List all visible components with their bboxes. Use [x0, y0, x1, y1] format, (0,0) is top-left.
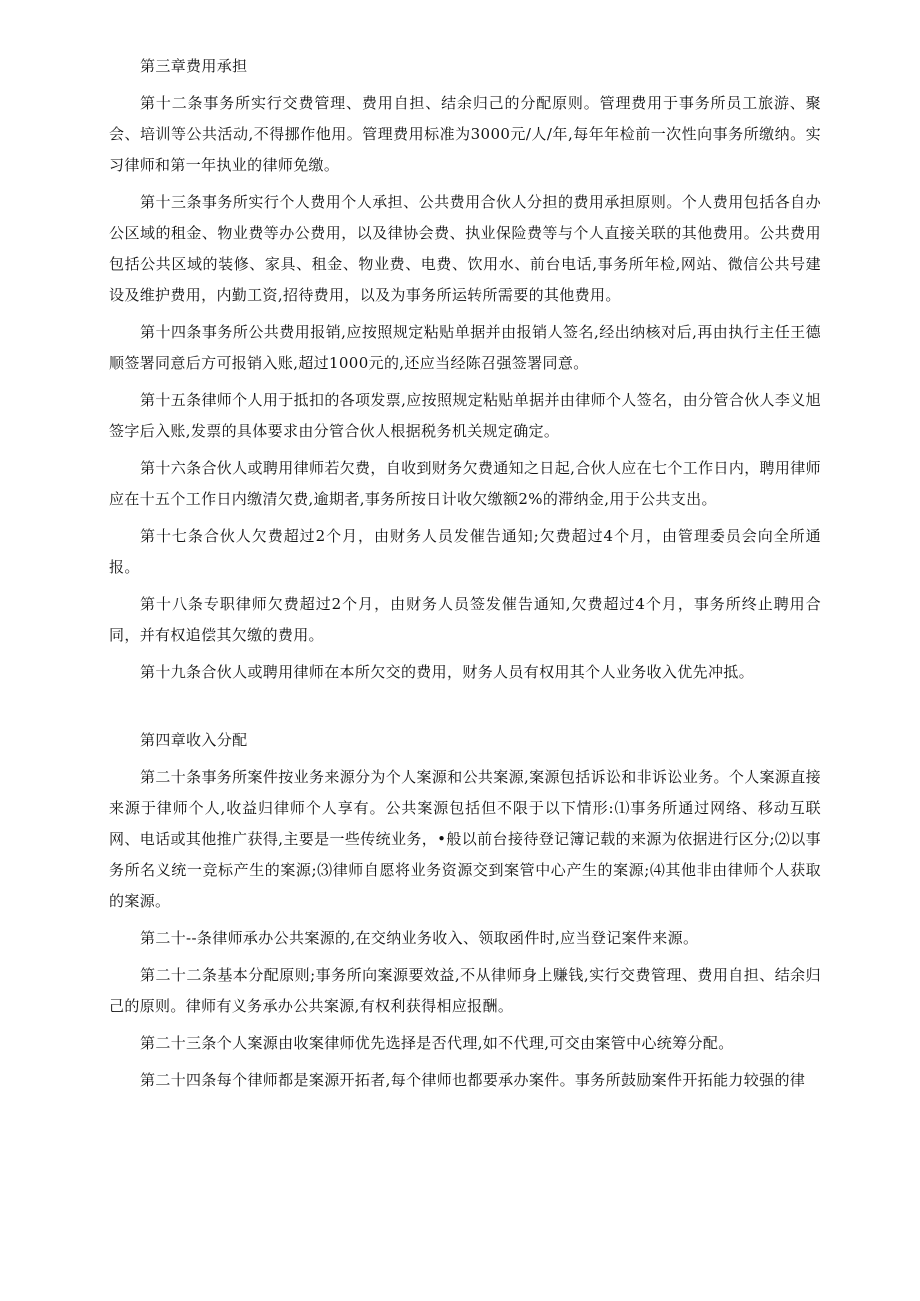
article-13: 第十三条事务所实行个人费用个人承担、公共费用合伙人分担的费用承担原则。个人费用包括各自办公区域的租金、物业费等办公费用，以及律协会费、执业保险费等与个人直接关联的其他费用。公共费用包括公共区域的装修、家具、租金、物业费、电费、饮用水、前台电话,事务所年检,网站、微信公共号建设及维护费用，内勤工资,招待费用，以及为事务所运转所需要的其他费用。	[109, 193, 821, 304]
article-18: 第十八条专职律师欠费超过2个月，由财务人员签发催告通知,欠费超过4个月，事务所终止聘用合同，并有权追偿其欠缴的费用。	[109, 595, 821, 644]
article-23: 第二十三条个人案源由收案律师优先选择是否代理,如不代理,可交由案管中心统筹分配。	[140, 1034, 734, 1052]
article-19: 第十九条合伙人或聘用律师在本所欠交的费用，财务人员有权用其个人业务收入优先冲抵。	[140, 663, 755, 681]
article-14: 第十四条事务所公共费用报销,应按照规定粘贴单据并由报销人签名,经出纳核对后,再由执行主任王德顺签署同意后方可报销入账,超过1000元的,还应当经陈召强签署同意。	[109, 323, 821, 372]
document-body	[109, 51, 821, 1102]
chapter-4-section	[109, 725, 821, 1096]
article-16: 第十六条合伙人或聘用律师若欠费，自收到财务欠费通知之日起,合伙人应在七个工作日内，聘用律师应在十五个工作日内缴清欠费,逾期者,事务所按日计收欠缴额2%的滞纳金,用于公共支出。	[109, 459, 821, 508]
article-20: 第二十条事务所案件按业务来源分为个人案源和公共案源,案源包括诉讼和非诉讼业务。个人案源直接来源于律师个人,收益归律师个人享有。公共案源包括但不限于以下情形:⑴事务所通过网络、移动互联网、电话或其他推广获得,主要是一些传统业务，•般以前台接待登记簿记载的来源为依据进行区分;⑵以事务所名义统一竞标产生的案源;⑶律师自愿将业务资源交到案管中心产生的案源;⑷其他非由律师个人获取的案源。	[109, 768, 821, 910]
article-22: 第二十二条基本分配原则;事务所向案源要效益,不从律师身上赚钱,实行交费管理、费用自担、结余归己的原则。律师有义务承办公共案源,有权利获得相应报酬。	[109, 966, 821, 1015]
chapter-3-section	[109, 51, 821, 688]
chapter-3-heading: 第三章费用承担	[140, 57, 248, 75]
article-24: 第二十四条每个律师都是案源开拓者,每个律师也都要承办案件。事务所鼓励案件开拓能力较强的律	[140, 1071, 806, 1089]
article-15: 第十五条律师个人用于抵扣的各项发票,应按照规定粘贴单据并由律师个人签名，由分管合伙人李义旭签字后入账,发票的具体要求由分管合伙人根据税务机关规定确定。	[109, 391, 821, 440]
article-12: 第十二条事务所实行交费管理、费用自担、结余归己的分配原则。管理费用于事务所员工旅游、聚会、培训等公共活动,不得挪作他用。管理费用标准为3000元/人/年,每年年检前一次性向事务所缴纳。实习律师和第一年执业的律师免缴。	[109, 94, 821, 174]
chapter-4-heading: 第四章收入分配	[140, 731, 248, 749]
section-spacer	[109, 694, 821, 725]
article-17: 第十七条合伙人欠费超过2个月，由财务人员发催告通知;欠费超过4个月，由管理委员会向全所通报。	[109, 527, 821, 576]
article-21: 第二十--条律师承办公共案源的,在交纳业务收入、领取函件时,应当登记案件来源。	[140, 929, 699, 947]
